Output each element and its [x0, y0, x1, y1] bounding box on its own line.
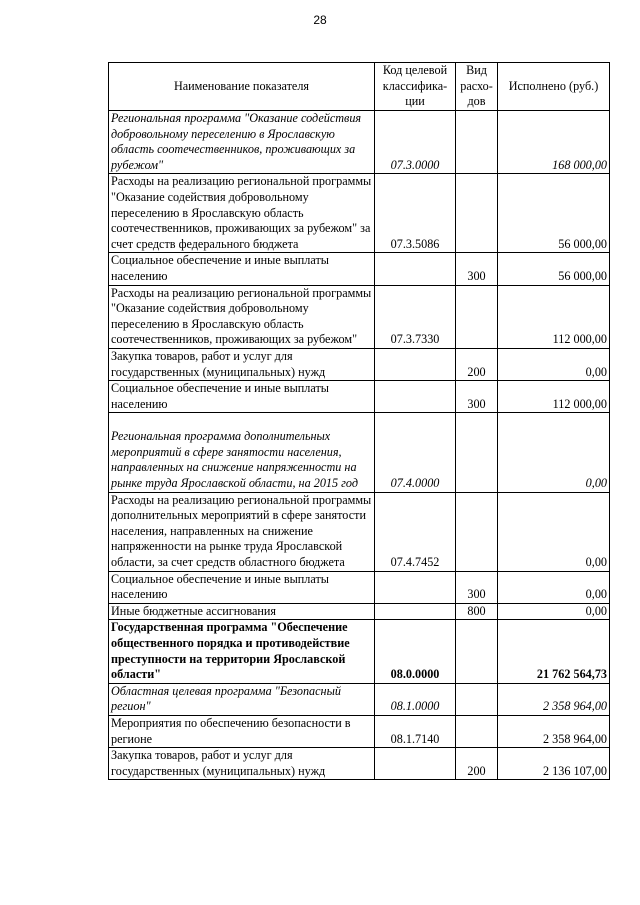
row-code [375, 748, 456, 780]
row-code: 08.0.0000 [375, 620, 456, 683]
row-amount: 0,00 [498, 571, 610, 603]
table-row [109, 603, 610, 620]
table-row [109, 683, 610, 715]
row-code: 07.3.0000 [375, 111, 456, 174]
row-name: Расходы на реализацию региональной программы "Оказание содействия добровольному переселению в Ярославскую область соотечественников, проживающих за рубежом" [109, 285, 375, 348]
row-code: 07.4.0000 [375, 413, 456, 492]
table-row [109, 715, 610, 747]
table-row [109, 620, 610, 683]
table-row [109, 253, 610, 285]
row-name: Социальное обеспечение и иные выплаты населению [109, 381, 375, 413]
row-name: Расходы на реализацию региональной программы дополнительных мероприятий в сфере занятости населения, направленных на снижение напряженности на рынке труда Ярославской области, за счет средств областного бюджета [109, 492, 375, 571]
row-code: 08.1.0000 [375, 683, 456, 715]
row-amount: 0,00 [498, 413, 610, 492]
row-type: 300 [456, 253, 498, 285]
row-name: Иные бюджетные ассигнования [109, 603, 375, 620]
table-row [109, 111, 610, 174]
table-row [109, 571, 610, 603]
row-name: Государственная программа "Обеспечение общественного порядка и противодействие преступности на территории Ярославской области" [109, 620, 375, 683]
row-name: Социальное обеспечение и иные выплаты населению [109, 253, 375, 285]
row-amount: 0,00 [498, 603, 610, 620]
header-code: Код целевой классифика-ции [375, 63, 456, 111]
row-amount: 21 762 564,73 [498, 620, 610, 683]
row-code: 08.1.7140 [375, 715, 456, 747]
row-code [375, 603, 456, 620]
row-code [375, 571, 456, 603]
row-amount: 168 000,00 [498, 111, 610, 174]
table-row [109, 413, 610, 492]
table-row [109, 348, 610, 380]
row-type: 300 [456, 571, 498, 603]
header-amount: Исполнено (руб.) [498, 63, 610, 111]
row-name: Закупка товаров, работ и услуг для государственных (муниципальных) нужд [109, 748, 375, 780]
table-body [109, 111, 610, 780]
row-amount: 0,00 [498, 492, 610, 571]
row-name: Мероприятия по обеспечению безопасности в регионе [109, 715, 375, 747]
table-header-row [109, 63, 610, 111]
row-amount: 0,00 [498, 348, 610, 380]
row-type: 200 [456, 348, 498, 380]
row-code: 07.3.5086 [375, 174, 456, 253]
row-name: Расходы на реализацию региональной программы "Оказание содействия добровольному переселению в Ярославскую область соотечественников, проживающих за рубежом" за счет средств федерального бюджета [109, 174, 375, 253]
row-amount: 2 358 964,00 [498, 715, 610, 747]
row-code [375, 348, 456, 380]
table-row [109, 285, 610, 348]
row-type [456, 111, 498, 174]
table-row [109, 381, 610, 413]
table-row [109, 748, 610, 780]
row-name: Региональная программа "Оказание содействия добровольному переселению в Ярославскую область соотечественников, проживающих за рубежом" [109, 111, 375, 174]
row-name: Социальное обеспечение и иные выплаты населению [109, 571, 375, 603]
page-number: 28 [313, 13, 327, 27]
row-amount: 112 000,00 [498, 285, 610, 348]
row-name: Региональная программа дополнительных мероприятий в сфере занятости населения, направленных на снижение напряженности на рынке труда Ярославской области, на 2015 год [109, 413, 375, 492]
row-type [456, 413, 498, 492]
row-amount: 56 000,00 [498, 253, 610, 285]
budget-table [108, 62, 610, 780]
row-type: 200 [456, 748, 498, 780]
table-row [109, 492, 610, 571]
row-type [456, 620, 498, 683]
row-type [456, 492, 498, 571]
row-code [375, 381, 456, 413]
row-amount: 112 000,00 [498, 381, 610, 413]
row-name: Закупка товаров, работ и услуг для государственных (муниципальных) нужд [109, 348, 375, 380]
row-code [375, 253, 456, 285]
row-code: 07.3.7330 [375, 285, 456, 348]
header-name: Наименование показателя [109, 63, 375, 111]
row-name: Областная целевая программа "Безопасный регион" [109, 683, 375, 715]
row-amount: 2 136 107,00 [498, 748, 610, 780]
row-type: 800 [456, 603, 498, 620]
row-type: 300 [456, 381, 498, 413]
header-type: Вид расхо-дов [456, 63, 498, 111]
row-type [456, 285, 498, 348]
row-amount: 56 000,00 [498, 174, 610, 253]
table-row [109, 174, 610, 253]
row-type [456, 715, 498, 747]
row-type [456, 174, 498, 253]
row-amount: 2 358 964,00 [498, 683, 610, 715]
row-type [456, 683, 498, 715]
row-code: 07.4.7452 [375, 492, 456, 571]
